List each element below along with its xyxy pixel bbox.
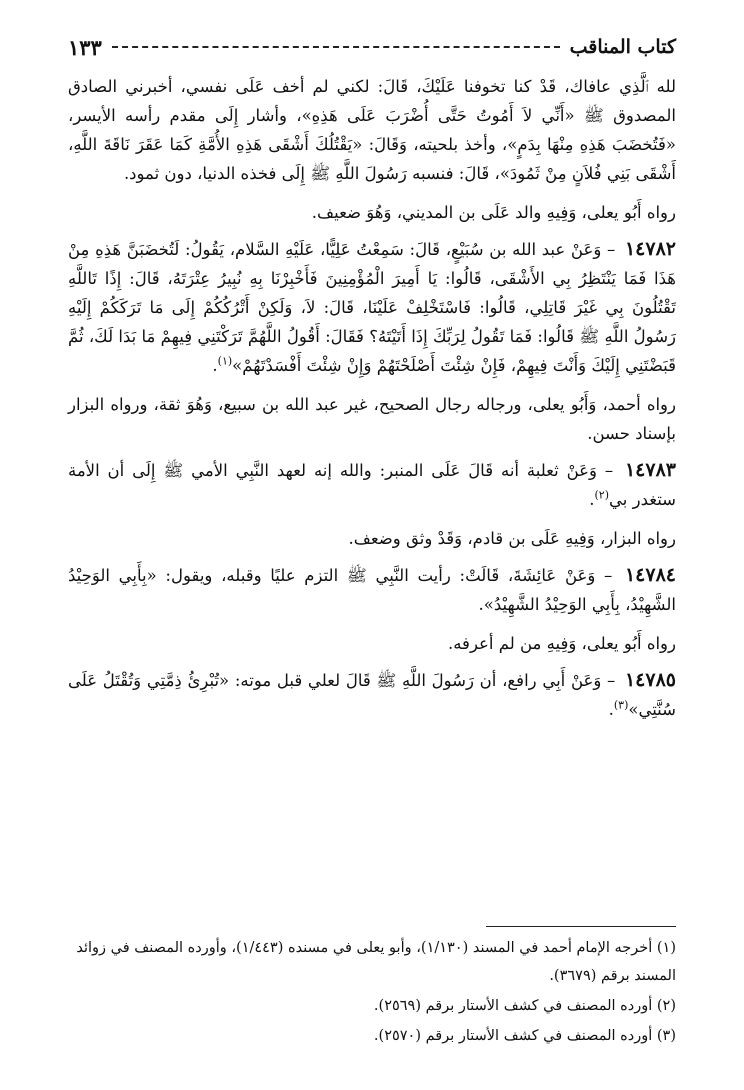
paragraph-text: رواه أَبُو يعلى، وَفِيهِ من لم أعرفه.	[447, 634, 676, 653]
hadith-text: – وَعَنْ عَائِشَةَ، قَالَتْ: رأيت النَّبِي ﷺ التزم عليًا وقبله، ويقول: «بِأَبِي الوَحِيْدُ الشَّهِيْدُ، بِأَبِي الوَحِيْدُ الشَّهِيْدُ».	[68, 566, 676, 614]
hadith-number: ١٤٧٨٢	[624, 238, 676, 260]
page-number: ١٣٣	[68, 34, 102, 60]
footnote-2: (٢) أورده المصنف في كشف الأستار برقم (٢٥٦٩).	[373, 998, 676, 1014]
hadith-text: – وَعَنْ أَبِي رافع، أن رَسُولَ اللَّهِ ﷺ قَالَ لعلي قبل موته: «تُبْرِئُ ذِمَّتِي وَتُقْتَلُ عَلَى سُنَّتِي»	[68, 671, 676, 719]
paragraph-text: رواه أَبُو يعلى، وَفِيهِ والد عَلَى بن المديني، وَهُوَ ضعيف.	[311, 203, 676, 222]
hadith-14784	[68, 561, 676, 619]
source-note	[68, 629, 676, 658]
paragraph-text: لله ٱلَّذِي عافاك، قَدْ كنا تخوفنا عَلَيْكَ، قَالَ: لكني لم أخف عَلَى نفسي، أخبرني الصادق المصدوق ﷺ «أَنِّي لاَ أَمُوتُ حَتَّى أُضْرَبَ عَلَى هَذِهِ»، وأشار إِلَى مقدم رأسه الأيسر، «فَتُخضَبَ هَذِهِ مِنْهَا بِدَمٍ»، وأخذ بلحيته، وَقَالَ: «يَقْتُلُكَ أَشْقَى هَذِهِ الأُمَّةِ كَمَا عَقَرَ نَاقَةَ اللَّهِ، أَشْقَى بَنِي فُلاَنٍ مِنْ ثَمُودَ»، قَالَ: فنسبه رَسُولَ اللَّهِ ﷺ إِلَى فخذه الدنيا، دون ثمود.	[68, 77, 677, 183]
main-text	[68, 72, 676, 734]
footnote-3: (٣) أورده المصنف في كشف الأستار برقم (٢٥٧٠).	[373, 1028, 676, 1044]
hadith-number: ١٤٧٨٤	[624, 564, 676, 586]
book-title: كتاب المناقب	[569, 36, 676, 58]
hadith-text: – وَعَنْ عبد الله بن سُبَيْعٍ، قَالَ: سَمِعْتُ عَلِيًّا، عَلَيْهِ السَّلام، يَقُولُ: لَتُخضَبَنَّ هَذِهِ مِنْ هَذَا فَمَا يَنْتَظِرُ بِي الأَشْقَى، قَالُوا: يَا أَمِيرَ الْمُؤْمِنِينَ فَأَخْبِرْنَا بِهِ نُبِيرُ عِتْرَتَهُ، قَالَ: إِذًا تَاللَّهِ تَقْتُلُونَ بِي غَيْرَ قَاتِلِي، قَالُوا: فَاسْتَخْلِفْ عَلَيْنَا، قَالَ: لاَ، وَلَكِنْ أَتْرُكُكُمْ إِلَى مَا تَرَكَكُمْ إِلَيْهِ رَسُولُ اللَّهِ ﷺ قَالُوا: فَمَا تَقُولُ لِرَبِّكَ إِذَا أَتَيْتَهُ؟ فَقَالَ: أَقُولُ اللَّهُمَّ تَرَكْتَنِي فِيهِمْ مَا بَدَا لَكَ، ثُمَّ قَبَضْتَنِي إِلَيْكَ وَأَنْتَ فِيهِمْ، فَإِنْ شِئْتَ أَصْلَحْتَهُمْ وَإِنْ شِئْتَ أَفْسَدْتَهُمْ»	[68, 240, 676, 375]
footnote-1: (١) أخرجه الإمام أحمد في المسند (١/١٣٠)، وأبو يعلى في مسنده (١/٤٤٣)، وأورده المصنف في زوائد المسند برقم (٣٦٧٩).	[76, 940, 676, 984]
paragraph-text: رواه البزار، وَفِيهِ عَلَى بن قادم، وَقَدْ وثق وضعف.	[348, 529, 676, 548]
source-note	[68, 198, 676, 227]
header-dashed-rule	[112, 46, 560, 48]
hadith-text: – وَعَنْ ثعلبة أنه قَالَ عَلَى المنبر: والله إنه لعهد النَّبِي الأمي ﷺ إِلَى أن الأمة ستغدر بي	[68, 461, 676, 509]
source-note	[68, 524, 676, 553]
footnote-ref: (١)	[217, 354, 233, 368]
page-header	[68, 30, 676, 64]
footnote-ref: (٢)	[594, 488, 610, 502]
hadith-14783: ١٤٧٨٣ – وَعَنْ ثعلبة أنه قَالَ عَلَى المنبر: والله إنه لعهد النَّبِي الأمي ﷺ إِلَى أن الأمة ستغدر بي$^{(٢)}$.	[68, 459, 676, 509]
hadith-number: ١٤٧٨٣	[624, 459, 676, 481]
hadith-14782: ١٤٧٨٢ – وَعَنْ عبد الله بن سُبَيْعٍ، قَالَ: سَمِعْتُ عَلِيًّا، عَلَيْهِ السَّلام، يَقُولُ: لَتُخضَبَنَّ هَذِهِ مِنْ هَذَا فَمَا يَنْتَظِرُ بِي الأَشْقَى، قَالُوا: يَا أَمِيرَ الْمُؤْمِنِينَ فَأَخْبِرْنَا بِهِ نُبِيرُ عِتْرَتَهُ، قَالَ: إِذًا تَاللَّهِ تَقْتُلُونَ بِي غَيْرَ قَاتِلِي، قَالُوا: فَاسْتَخْلِفْ عَلَيْنَا، قَالَ: لاَ، وَلَكِنْ أَتْرُكُكُمْ إِلَى مَا تَرَكَكُمْ إِلَيْهِ رَسُولُ اللَّهِ ﷺ قَالُوا: فَمَا تَقُولُ لِرَبِّكَ إِذَا أَتَيْتَهُ؟ فَقَالَ: أَقُولُ اللَّهُمَّ تَرَكْتَنِي فِيهِمْ مَا بَدَا لَكَ، ثُمَّ قَبَضْتَنِي إِلَيْكَ وَأَنْتَ فِيهِمْ، فَإِنْ شِئْتَ أَصْلَحْتَهُمْ وَإِنْ شِئْتَ أَفْسَدْتَهُمْ»$^{(١)}$.	[68, 238, 676, 375]
footnote-divider	[486, 926, 676, 927]
paragraph-text: رواه أحمد، وَأَبُو يعلى، ورجاله رجال الصحيح، غير عبد الله بن سبيع، وَهُوَ ثقة، ورواه البزار بإسناد حسن.	[68, 395, 676, 443]
source-note	[68, 390, 676, 448]
footnotes	[68, 934, 676, 1052]
hadith-14785: ١٤٧٨٥ – وَعَنْ أَبِي رافع، أن رَسُولَ اللَّهِ ﷺ قَالَ لعلي قبل موته: «تُبْرِئُ ذِمَّتِي وَتُقْتَلُ عَلَى سُنَّتِي»$^{(٣)}$.	[68, 669, 676, 719]
paragraph-continuation	[68, 72, 676, 188]
hadith-number: ١٤٧٨٥	[624, 669, 676, 691]
footnote-ref: (٣)	[613, 698, 629, 712]
